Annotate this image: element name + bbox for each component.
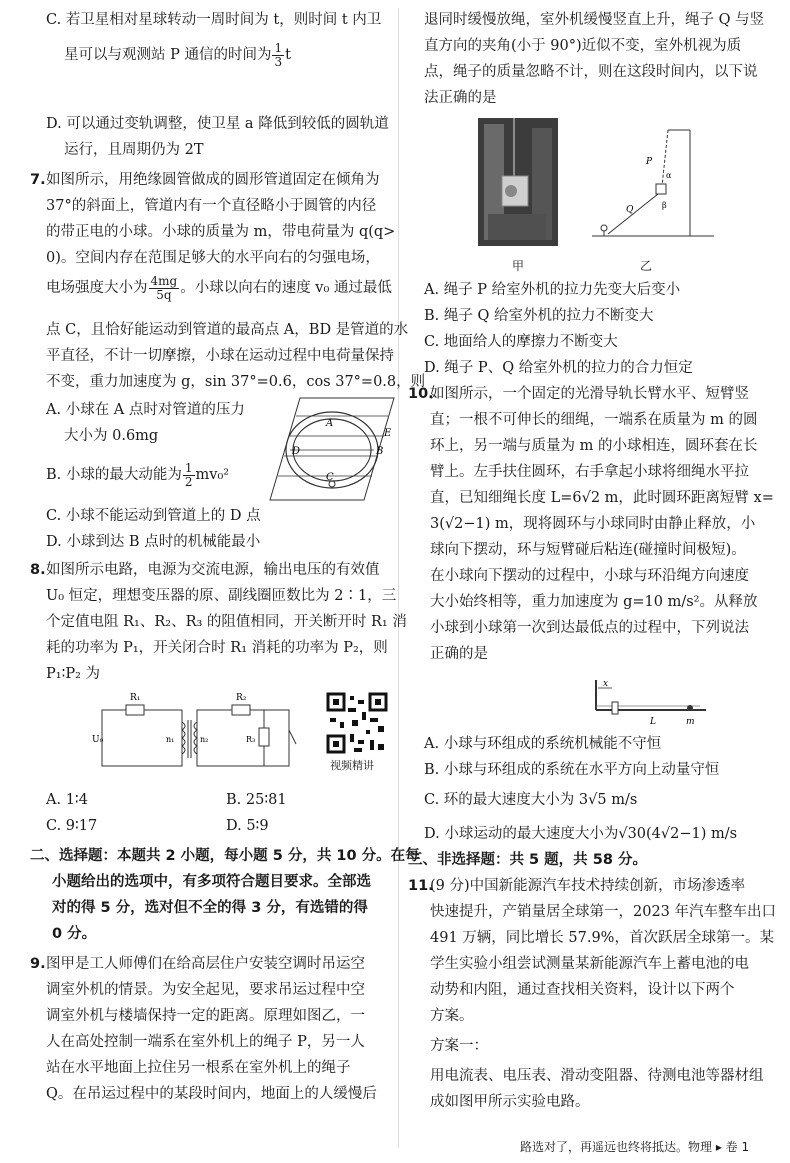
q8-line: 如图所示电路，电源为交流电源，输出电压的有效值 <box>46 562 380 578</box>
q10-line: 正确的是 <box>430 646 488 662</box>
q9-diagram-yi <box>588 126 718 246</box>
q11-line: (9 分)中国新能源汽车技术持续创新，市场渗透率 <box>430 878 746 894</box>
q8-line: 耗的功率为 P₁，开关闭合时 R₁ 消耗的功率为 P₂，则 <box>46 640 388 656</box>
q10-line: 3(√2−1) m，现将圆环与小球同时由静止释放，小 <box>430 516 756 532</box>
label-d: D <box>292 446 301 457</box>
q11-line: 方案一： <box>430 1038 488 1054</box>
q8-line: P₁∶P₂ 为 <box>46 666 101 682</box>
q10-option-c: C. 环的最大速度大小为 3√5 m/s <box>424 792 638 808</box>
q9-option-a: A. 绳子 P 给室外机的拉力先变大后变小 <box>424 282 681 298</box>
label-n1: n₁ <box>166 735 175 744</box>
section-2-heading: 小题给出的选项中，有多项符合题目要求。全部选 <box>52 874 371 890</box>
q10-number: 10. <box>408 386 434 402</box>
q10-line: 直；一根不可伸长的细绳，一端系在质量为 m 的圆 <box>430 412 758 428</box>
q10-line: 直，已知细绳长度 L=6√2 m，此时圆环距离短臂 x= <box>430 490 774 506</box>
label-m: m <box>686 717 695 727</box>
fraction: $\frac{1}{2}$ <box>184 460 193 489</box>
q7-option-b: B. 小球的最大动能为 $\frac{1}{2}$ mv₀² <box>46 460 230 489</box>
q9-line: Q。在吊运过程中的某段时间内，地面上的人缓慢后 <box>46 1086 377 1102</box>
q10-option-a: A. 小球与环组成的系统机械能不守恒 <box>424 736 662 752</box>
q10-line: 小球到小球第一次到达最低点的过程中，下列说法 <box>430 620 749 636</box>
section-2-heading: 对的得 5 分，选对但不全的得 3 分，有选错的得 <box>52 900 368 916</box>
label-x: x <box>603 679 609 689</box>
q10-line: 在小球向下摆动的过程中，小球与环沿绳方向速度 <box>430 568 749 584</box>
label-u0: U₀ <box>92 735 104 745</box>
q7-number: 7. <box>30 172 46 188</box>
q11-line: 动势和内阻，通过查找相关资料，设计以下两个 <box>430 982 735 998</box>
q10-rail-diagram <box>520 670 710 728</box>
q9-number: 9. <box>30 956 46 972</box>
q10-line: 球向下摆动，环与短臂碰后粘连(碰撞时间极短)。 <box>430 542 746 558</box>
q10-option-d: D. 小球运动的最大速度大小为√30(4√2−1) m/s <box>424 826 738 842</box>
label-n2: n₂ <box>200 735 209 744</box>
q8-option-a: A. 1∶4 <box>46 792 88 808</box>
q7-option-a-line2: 大小为 0.6mg <box>64 428 159 444</box>
q10-line: 环上，另一端与质量为 m 的小球相连，圆环套在长 <box>430 438 758 454</box>
q8-line: 个定值电阻 R₁、R₂、R₃ 的阻值相同，开关断开时 R₁ 消 <box>46 614 407 630</box>
qr-caption: 视频精讲 <box>330 759 374 772</box>
q10-line: 大小始终相等，重力加速度为 g=10 m/s²。从释放 <box>430 594 758 610</box>
q9-line: 点，绳子的质量忽略不计，则在这段时间内，以下说 <box>424 64 758 80</box>
q6-option-d-line1: D. 可以通过变轨调整，使卫星 a 降低到较低的圆轨道 <box>46 116 389 132</box>
q7-tube-diagram <box>266 396 396 506</box>
q7-line: 不变，重力加速度为 g，sin 37°=0.6，cos 37°=0.8，则 <box>46 374 426 390</box>
label-c: C <box>326 472 334 483</box>
q11-line: 学生实验小组尝试测量某新能源汽车上蓄电池的电 <box>430 956 749 972</box>
qr-code-icon <box>326 692 388 754</box>
column-divider <box>398 8 399 1148</box>
q10-line: 如图所示，一个固定的光滑导轨长臂水平、短臂竖 <box>430 386 749 402</box>
label-b: B <box>376 446 384 457</box>
q7-line: 如图所示，用绝缘圆管做成的圆形管道固定在倾角为 <box>46 172 380 188</box>
q9-line: 调室外机的情景。为安全起见，要求吊运过程中空 <box>46 982 365 998</box>
fraction: $\frac{4mg}{5q}$ <box>150 273 178 302</box>
q9-line: 人在高处控制一端系在室外机上的绳子 P，另一人 <box>46 1034 365 1050</box>
q10-option-b: B. 小球与环组成的系统在水平方向上动量守恒 <box>424 762 720 778</box>
q9-line: 退同时缓慢放绳，室外机缓慢竖直上升，绳子 Q 与竖 <box>424 12 765 28</box>
label-p: P <box>646 157 653 167</box>
section-2-heading: 0 分。 <box>52 926 97 942</box>
label-alpha: α <box>666 171 672 180</box>
q11-line: 491 万辆，同比增长 57.9%，首次跃居全球第一。某 <box>430 930 774 946</box>
label-e: E <box>384 428 392 439</box>
q7-line: 点 C，且恰好能运动到管道的最高点 A，BD 是管道的水 <box>46 322 409 338</box>
q8-option-c: C. 9∶17 <box>46 818 98 834</box>
label-r1: R₁ <box>130 693 141 703</box>
q8-circuit-diagram <box>92 690 306 778</box>
q6-option-c-line2: 星可以与观测站 P 通信的时间为 $\frac{1}{3}$ t <box>64 40 291 69</box>
page-footer: 路选对了，再遥远也终将抵达。物理 ▸ 卷 1 <box>520 1140 750 1154</box>
q6-option-c-line1: C. 若卫星相对星球转动一周时间为 t，则时间 t 内卫 <box>46 12 382 28</box>
q9-line: 法正确的是 <box>424 90 497 106</box>
label-a: A <box>326 418 334 429</box>
section-3-heading: 三、非选择题：共 5 题，共 58 分。 <box>408 852 647 868</box>
q9-photo-jia <box>478 118 558 246</box>
q11-number: 11. <box>408 878 434 894</box>
label-r3: R₃ <box>246 735 256 744</box>
q6-option-d-line2: 运行，且周期仍为 2T <box>64 142 204 158</box>
q7-option-a-line1: A. 小球在 A 点时对管道的压力 <box>46 402 245 418</box>
q7-line-field: 电场强度大小为 $\frac{4mg}{5q}$ 。小球以向右的速度 v₀ 通过最低 <box>46 273 392 302</box>
q11-line: 快速提升，产销量居全球第一，2023 年汽车整车出口 <box>430 904 777 920</box>
q8-number: 8. <box>30 562 46 578</box>
q7-line: 的带正电的小球。小球的质量为 m，带电荷量为 q(q> <box>46 224 396 240</box>
q8-option-d: D. 5∶9 <box>226 818 269 834</box>
q9-line: 图甲是工人师傅们在给高层住户安装空调时吊运空 <box>46 956 365 972</box>
q8-option-b: B. 25∶81 <box>226 792 287 808</box>
fraction: $\frac{1}{3}$ <box>274 40 283 69</box>
q7-option-c: C. 小球不能运动到管道上的 D 点 <box>46 508 261 524</box>
q11-line: 用电流表、电压表、滑动变阻器、待测电池等器材组 <box>430 1068 764 1084</box>
q11-line: 成如图甲所示实验电路。 <box>430 1094 590 1110</box>
q10-line: 臂上。左手扶住圆环，右手拿起小球将细绳水平拉 <box>430 464 749 480</box>
q8-line: U₀ 恒定，理想变压器的原、副线圈匝数比为 2∶1，三 <box>46 588 397 604</box>
label-beta: β <box>662 201 667 210</box>
q7-line: 0)。空间内存在范围足够大的水平向右的匀强电场， <box>46 250 380 266</box>
q7-line: 平直径，不计一切摩擦，小球在运动过程中电荷量保持 <box>46 348 394 364</box>
label-q: Q <box>626 205 634 215</box>
q9-line: 调室外机与楼墙保持一定的距离。原理如图乙，一 <box>46 1008 365 1024</box>
label-l: L <box>650 717 656 727</box>
q7-line: 37°的斜面上，管道内有一个直径略小于圆管的内径 <box>46 198 377 214</box>
q7-option-d: D. 小球到达 B 点时的机械能最小 <box>46 534 261 550</box>
label-r2: R₂ <box>236 693 247 703</box>
q11-line: 方案。 <box>430 1008 474 1024</box>
q9-line: 直方向的夹角(小于 90°)近似不变，室外机视为质 <box>424 38 742 54</box>
section-2-heading: 二、选择题：本题共 2 小题，每小题 5 分，共 10 分。在每 <box>30 848 420 864</box>
q9-option-d: D. 绳子 P、Q 给室外机的拉力的合力恒定 <box>424 360 693 376</box>
fig-caption-yi: 乙 <box>640 259 653 273</box>
q9-option-c: C. 地面给人的摩擦力不断变大 <box>424 334 618 350</box>
q9-line: 站在水平地面上拉住另一根系在室外机上的绳子 <box>46 1060 351 1076</box>
fig-caption-jia: 甲 <box>512 259 525 273</box>
q9-option-b: B. 绳子 Q 给室外机的拉力不断变大 <box>424 308 654 324</box>
